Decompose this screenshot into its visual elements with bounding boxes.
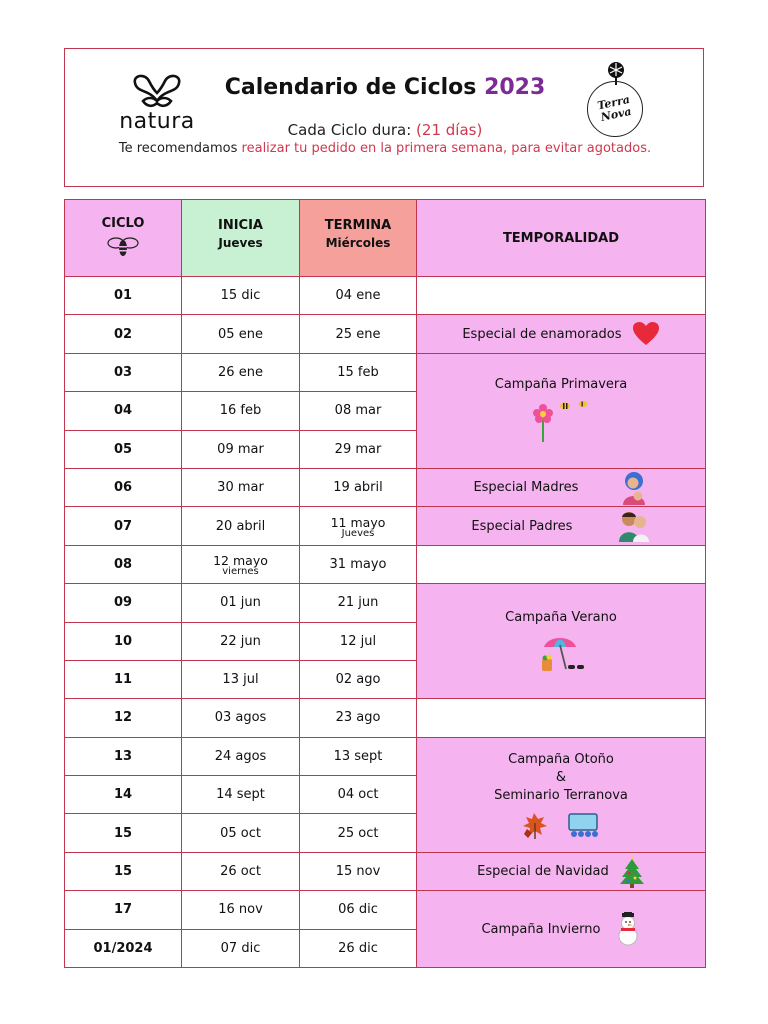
navidad-label: Especial de Navidad (477, 864, 609, 880)
termina-cell: 25 oct (300, 814, 417, 852)
header-inicia-sub: Jueves (218, 236, 263, 250)
inicia-cell: 30 mar (182, 468, 300, 506)
termina-cell: 06 dic (300, 891, 417, 929)
ciclo-cell: 14 (65, 776, 182, 814)
recommendation-text (65, 141, 705, 156)
table-row (65, 545, 706, 583)
inicia-cell: 15 dic (182, 277, 300, 315)
temporalidad-verano (417, 584, 706, 699)
natura-wordmark: natura (119, 109, 195, 134)
title-text: Calendario de Ciclos (224, 75, 477, 100)
inicia-cell: 09 mar (182, 430, 300, 468)
termina-cell: 31 mayo (300, 545, 417, 583)
inicia-cell: 05 oct (182, 814, 300, 852)
invierno-label: Campaña Invierno (481, 921, 601, 937)
table-row (65, 584, 706, 622)
temporalidad-empty (417, 277, 706, 315)
inicia-cell: 26 ene (182, 353, 300, 391)
inicia-cell: 03 agos (182, 699, 300, 737)
terra-nova-logo (583, 61, 649, 141)
temporalidad-padres (417, 507, 706, 545)
ciclo-cell: 04 (65, 392, 182, 430)
inicia-cell: 07 dic (182, 929, 300, 967)
inicia-main: 12 mayo (213, 552, 268, 568)
termina-main: 11 mayo (330, 514, 386, 530)
inicia-cell: 20 abril (182, 507, 300, 545)
table-row (65, 277, 706, 315)
header-ciclo (65, 200, 182, 277)
beach-umbrella-icon (536, 633, 586, 673)
termina-cell: 15 feb (300, 353, 417, 391)
ciclo-cell: 17 (65, 891, 182, 929)
inicia-cell: 05 ene (182, 315, 300, 353)
inicia-sub: viernes (222, 565, 259, 577)
snowman-icon (615, 912, 641, 946)
inicia-cell (182, 545, 300, 583)
table-row (65, 891, 706, 929)
cycles-table (64, 199, 706, 968)
cycle-duration (165, 121, 605, 139)
ciclo-cell: 01/2024 (65, 929, 182, 967)
autumn-leaves-icon (522, 811, 548, 839)
header-termina-label: TERMINA (324, 218, 392, 233)
ciclo-cell: 05 (65, 430, 182, 468)
ciclo-cell: 02 (65, 315, 182, 353)
header-inicia-label: INICIA (218, 218, 263, 233)
inicia-cell: 26 oct (182, 852, 300, 890)
table-row (65, 699, 706, 737)
termina-cell: 21 jun (300, 584, 417, 622)
table-row (65, 737, 706, 775)
header-termina-sub: Miércoles (325, 236, 391, 250)
table-row (65, 468, 706, 506)
heart-icon (632, 322, 660, 346)
termina-cell: 04 oct (300, 776, 417, 814)
table-header-row (65, 200, 706, 277)
flower-icon (529, 400, 593, 444)
bee-icon (106, 235, 140, 257)
termina-cell: 19 abril (300, 468, 417, 506)
termina-cell: 26 dic (300, 929, 417, 967)
seminar-icon (566, 812, 600, 838)
ciclo-cell: 03 (65, 353, 182, 391)
temporalidad-invierno (417, 891, 706, 968)
recommend-highlight: realizar tu pedido en la primera semana, para evitar agotados. (241, 141, 652, 156)
title-year: 2023 (484, 75, 546, 100)
ciclo-cell: 01 (65, 277, 182, 315)
primavera-label: Campaña Primavera (494, 377, 628, 393)
termina-cell: 08 mar (300, 392, 417, 430)
father-icon (617, 510, 651, 542)
table-row (65, 315, 706, 353)
inicia-cell: 16 nov (182, 891, 300, 929)
header-ciclo-label: CICLO (101, 216, 145, 231)
inicia-cell: 14 sept (182, 776, 300, 814)
ciclo-cell: 10 (65, 622, 182, 660)
verano-label: Campaña Verano (505, 609, 617, 625)
duration-label: Cada Ciclo dura: (287, 121, 412, 139)
header-box (64, 48, 704, 187)
mother-icon (619, 471, 649, 505)
termina-cell: 04 ene (300, 277, 417, 315)
temporalidad-otono (417, 737, 706, 852)
termina-cell: 25 ene (300, 315, 417, 353)
ciclo-cell: 09 (65, 584, 182, 622)
ciclo-cell: 15 (65, 814, 182, 852)
ciclo-cell: 12 (65, 699, 182, 737)
termina-cell: 13 sept (300, 737, 417, 775)
inicia-cell: 13 jul (182, 660, 300, 698)
temporalidad-primavera (417, 353, 706, 468)
termina-cell (300, 507, 417, 545)
seminario-label: Seminario Terranova (494, 787, 628, 803)
table-row (65, 507, 706, 545)
recommend-prefix: Te recomendamos (118, 141, 238, 156)
ciclo-cell: 11 (65, 660, 182, 698)
temporalidad-empty (417, 545, 706, 583)
termina-cell: 15 nov (300, 852, 417, 890)
temporalidad-enamorados (417, 315, 706, 353)
ampersand-label: & (555, 769, 567, 785)
padres-label: Especial Padres (471, 518, 573, 534)
christmas-tree-icon (619, 856, 645, 888)
header-termina (300, 200, 417, 277)
ciclo-cell: 13 (65, 737, 182, 775)
termina-cell: 02 ago (300, 660, 417, 698)
temporalidad-madres (417, 468, 706, 506)
termina-cell: 29 mar (300, 430, 417, 468)
header-inicia (182, 200, 300, 277)
terra-nova-wordmark: Terra Nova (596, 92, 633, 124)
ciclo-cell: 06 (65, 468, 182, 506)
duration-value: (21 días) (416, 121, 483, 139)
enamorados-label: Especial de enamorados (462, 326, 622, 342)
ciclo-cell: 07 (65, 507, 182, 545)
table-row (65, 353, 706, 391)
termina-sub: Jueves (341, 527, 375, 539)
page-title (215, 75, 555, 100)
inicia-cell: 01 jun (182, 584, 300, 622)
ciclo-cell: 15 (65, 852, 182, 890)
termina-cell: 12 jul (300, 622, 417, 660)
otono-label: Campaña Otoño (508, 751, 614, 767)
temporalidad-navidad (417, 852, 706, 890)
ciclo-cell: 08 (65, 545, 182, 583)
inicia-cell: 22 jun (182, 622, 300, 660)
header-temporalidad: TEMPORALIDAD (417, 200, 706, 277)
inicia-cell: 16 feb (182, 392, 300, 430)
termina-cell: 23 ago (300, 699, 417, 737)
temporalidad-empty (417, 699, 706, 737)
natura-flower-icon (129, 71, 185, 111)
inicia-cell: 24 agos (182, 737, 300, 775)
madres-label: Especial Madres (473, 480, 579, 496)
table-row (65, 852, 706, 890)
